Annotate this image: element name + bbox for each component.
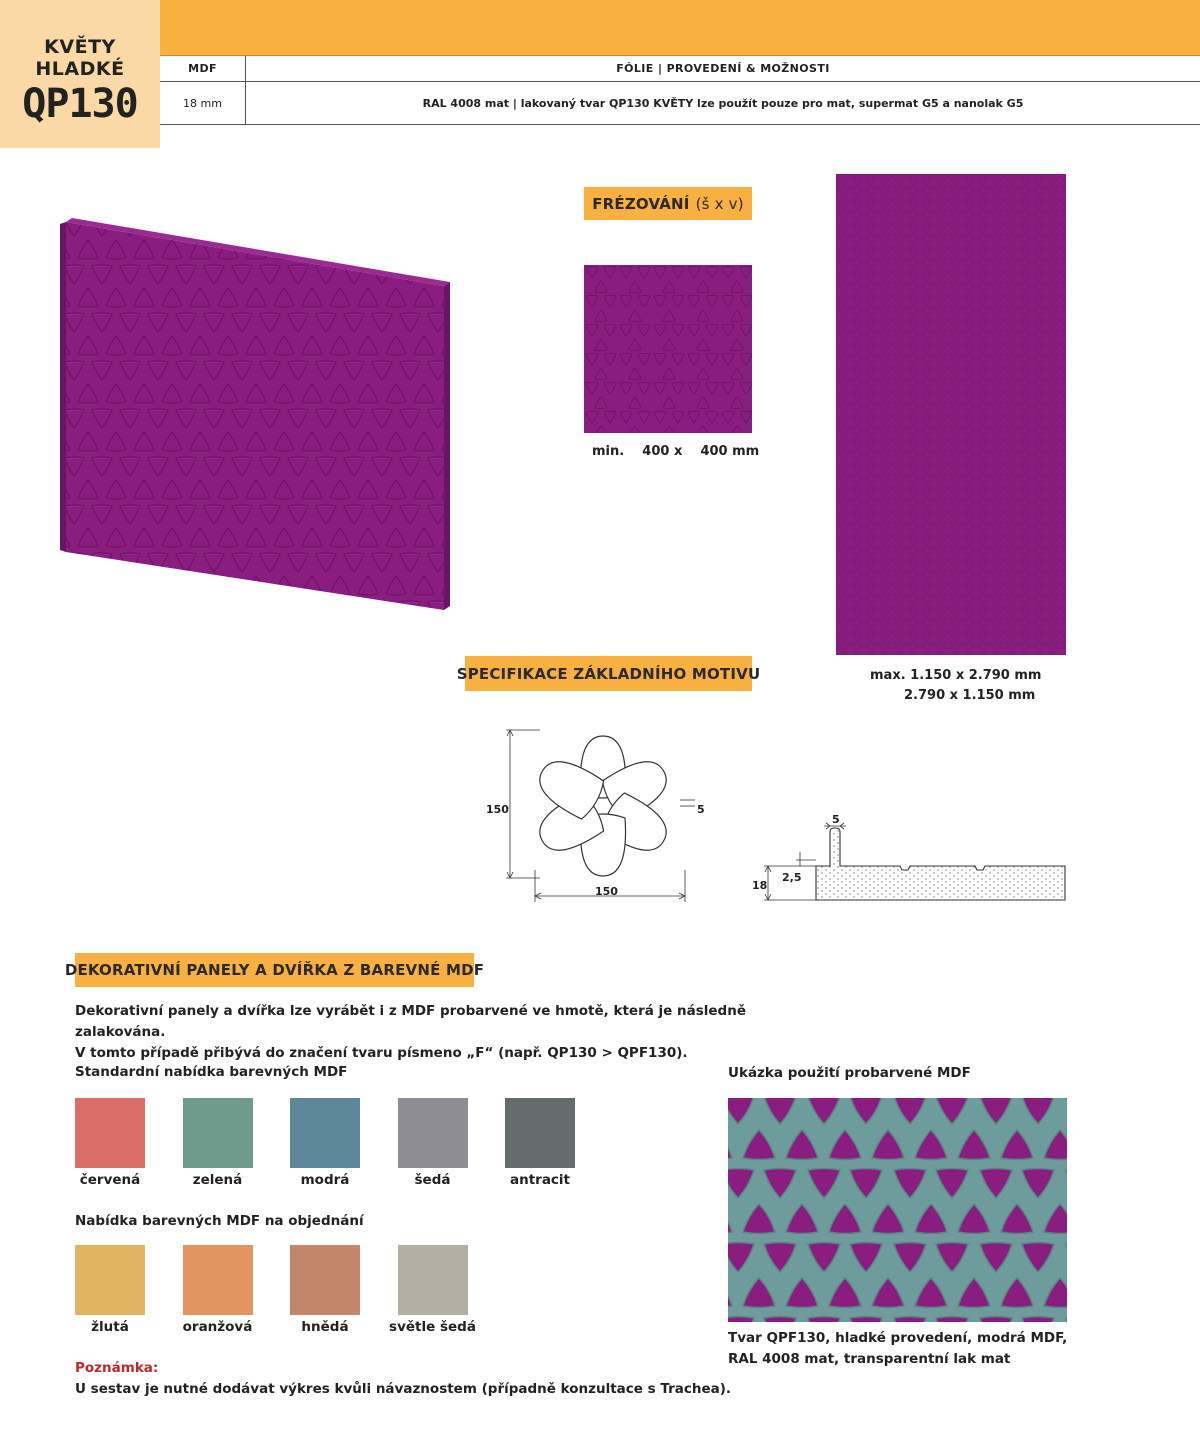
example-caption-line-2: RAL 4008 mat, transparentní lak mat bbox=[728, 1351, 1011, 1367]
color-swatch bbox=[290, 1245, 360, 1315]
motif-dim-gap: 5 bbox=[697, 803, 705, 816]
sample-min-image bbox=[584, 265, 752, 433]
example-image bbox=[728, 1098, 1067, 1322]
sample-max-image bbox=[836, 174, 1066, 655]
color-swatch bbox=[290, 1098, 360, 1168]
decorative-paragraph bbox=[75, 1001, 775, 1064]
example-caption-line-1: Tvar QPF130, hladké provedení, modrá MDF, bbox=[728, 1330, 1068, 1346]
spec-table bbox=[160, 56, 1200, 125]
color-swatch-label: hnědá bbox=[301, 1319, 349, 1335]
color-swatch-label: šedá bbox=[414, 1172, 451, 1188]
color-swatch-label: červená bbox=[79, 1172, 141, 1188]
profile-groove-width: 5 bbox=[832, 813, 840, 826]
max-size-caption-1: max. 1.150 x 2.790 mm bbox=[870, 668, 1042, 683]
color-swatch-label: zelená bbox=[192, 1172, 243, 1188]
order-colors-heading: Nabídka barevných MDF na objednání bbox=[75, 1213, 364, 1229]
color-swatch-label: modrá bbox=[300, 1172, 350, 1188]
max-size-caption-2: 2.790 x 1.150 mm bbox=[904, 688, 1036, 703]
example-heading: Ukázka použití probarvené MDF bbox=[728, 1065, 971, 1081]
color-swatch-label: světle šedá bbox=[389, 1319, 476, 1335]
profile-groove-depth: 2,5 bbox=[782, 871, 802, 884]
color-swatch bbox=[398, 1245, 468, 1315]
color-swatch-label: oranžová bbox=[182, 1319, 253, 1335]
decorative-paragraph-line-1: Dekorativní panely a dvířka lze vyrábět i z MDF probarvené ve hmotě, která je následně zalakována. bbox=[75, 1003, 746, 1040]
color-swatch bbox=[183, 1245, 253, 1315]
spec-col-foil-head: FÓLIE | PROVEDENÍ & MOŽNOSTI bbox=[616, 62, 830, 75]
spec-col-mdf-head: MDF bbox=[160, 56, 246, 81]
note-text: U sestav je nutné dodávat výkres kvůli návaznostem (případně konzultace s Trachea). bbox=[75, 1381, 732, 1397]
color-swatch bbox=[75, 1098, 145, 1168]
note-label: Poznámka: bbox=[75, 1360, 159, 1376]
profile-thickness: 18 bbox=[752, 879, 768, 892]
motif-dim-width: 150 bbox=[595, 885, 618, 898]
milling-tag bbox=[584, 187, 752, 220]
spec-foil-value: RAL 4008 mat | lakovaný tvar QP130 KVĚTY lze použít pouze pro mat, supermat G5 a nanolak G5 bbox=[422, 97, 1024, 110]
title-box bbox=[0, 0, 160, 148]
standard-colors-heading: Standardní nabídka barevných MDF bbox=[75, 1064, 348, 1080]
header-band bbox=[0, 0, 1200, 56]
color-swatch bbox=[505, 1098, 575, 1168]
motif-dim-height: 150 bbox=[486, 803, 509, 816]
decorative-paragraph-line-2: V tomto případě přibývá do značení tvaru písmeno „F“ (např. QP130 > QPF130). bbox=[75, 1045, 688, 1061]
decorative-tag: DEKORATIVNÍ PANELY A DVÍŘKA Z BAREVNÉ MDF bbox=[75, 953, 474, 987]
milling-label-suffix: (š x v) bbox=[695, 194, 744, 213]
min-size-caption: min. 400 x 400 mm bbox=[592, 444, 760, 459]
profile-drawing bbox=[760, 808, 1070, 908]
color-swatch bbox=[183, 1098, 253, 1168]
color-swatch bbox=[75, 1245, 145, 1315]
color-swatch-label: antracit bbox=[509, 1172, 571, 1188]
spec-mdf-value: 18 mm bbox=[160, 82, 246, 125]
product-code: QP130 bbox=[22, 81, 138, 127]
milling-label: FRÉZOVÁNÍ bbox=[592, 194, 690, 213]
color-swatch-label: žlutá bbox=[91, 1319, 129, 1335]
title-line-1: KVĚTY bbox=[44, 36, 116, 58]
color-swatch bbox=[398, 1098, 468, 1168]
spec-table-row bbox=[160, 82, 1200, 125]
spec-table-header bbox=[160, 56, 1200, 82]
example-caption bbox=[728, 1328, 1067, 1370]
motif-tag: SPECIFIKACE ZÁKLADNÍHO MOTIVU bbox=[465, 656, 752, 691]
panel-3d-image bbox=[60, 214, 460, 614]
title-line-2: HLADKÉ bbox=[35, 58, 125, 80]
